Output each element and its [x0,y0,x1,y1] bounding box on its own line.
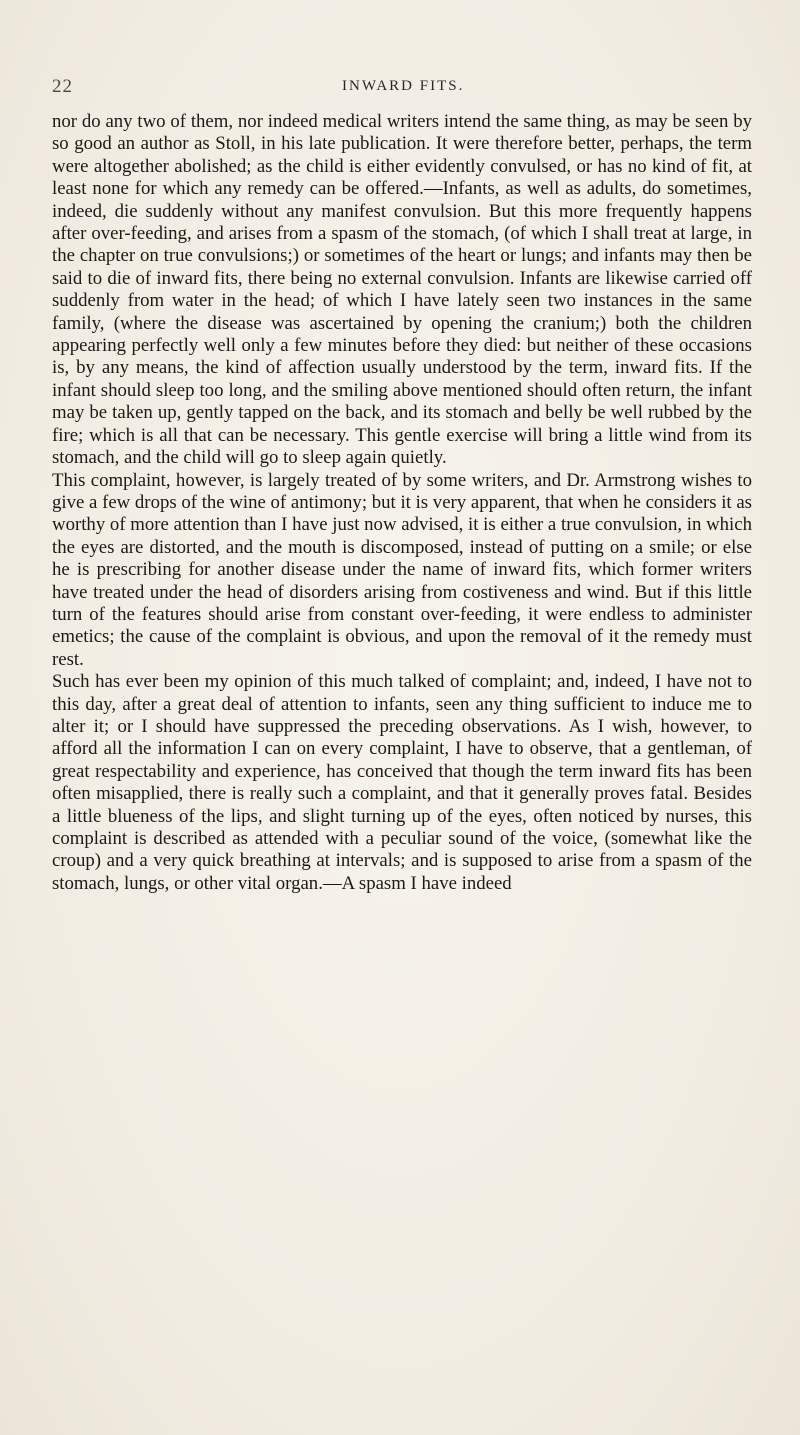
paragraph: Such has ever been my opinion of this much talked of complaint; and, indeed, I have not to this day, after a great deal of attention to infants, seen any thing sufficient to induce me to alter it; or I should have suppressed the preceding observations. As I wish, however, to afford all the information I can on every complaint, I have to observe, that a gentleman, of great respectability and experience, has conceived that though the term inward fits has been often misapplied, there is really such a complaint, and that it generally proves fatal. Besides a little blueness of the lips, and slight turning up of the eyes, often noticed by nurses, this complaint is described as attended with a peculiar sound of the voice, (somewhat like the croup) and a very quick breathing at intervals; and is supposed to arise from a spasm of the stomach, lungs, or other vital organ.—A spasm I have indeed [52,671,752,894]
running-title: INWARD FITS. [342,78,465,94]
page-number: 22 [52,76,73,97]
paragraph: This complaint, however, is largely treated of by some writers, and Dr. Armstrong wishes to give a few drops of the wine of antimony; but it is very apparent, that when he considers it as worthy of more attention than I have just now advised, it is either a true convulsion, in which the eyes are distorted, and the mouth is discomposed, instead of putting on a smile; or else he is prescribing for another disease under the name of inward fits, which former writers have treated under the head of disorders arising from costiveness and wind. But if this little turn of the features should arise from constant over-feeding, it were endless to administer emetics; the cause of the complaint is obvious, and upon the removal of it the remedy must rest. [52,469,752,670]
paragraph: nor do any two of them, nor indeed medical writers intend the same thing, as may be seen by so good an author as Stoll, in his late publication. It were therefore better, perhaps, the term were altogether abolished; as the child is either evidently convulsed, or has no kind of fit, at least none for which any remedy can be offered.—Infants, as well as adults, do sometimes, indeed, die suddenly without any manifest convulsion. But this more frequently happens after over-feeding, and arises from a spasm of the stomach, (of which I shall treat at large, in the chapter on true convulsions;) or sometimes of the heart or lungs; and infants may then be said to die of inward fits, there being no external convulsion. Infants are likewise carried off suddenly from water in the head; of which I have lately seen two instances in the same family, (where the disease was ascertained by opening the cranium;) both the children appearing perfectly well only a few minutes before they died: but neither of these occasions is, by any means, the kind of affection usually understood by the term, inward fits. If the infant should sleep too long, and the smiling above mentioned should often return, the infant may be taken up, gently tapped on the back, and its stomach and belly be well rubbed by the fire; which is all that can be necessary. This gentle exercise will bring a little wind from its stomach, and the child will go to sleep again quietly. [52,111,752,469]
body-text [52,111,752,895]
running-head [52,76,752,102]
